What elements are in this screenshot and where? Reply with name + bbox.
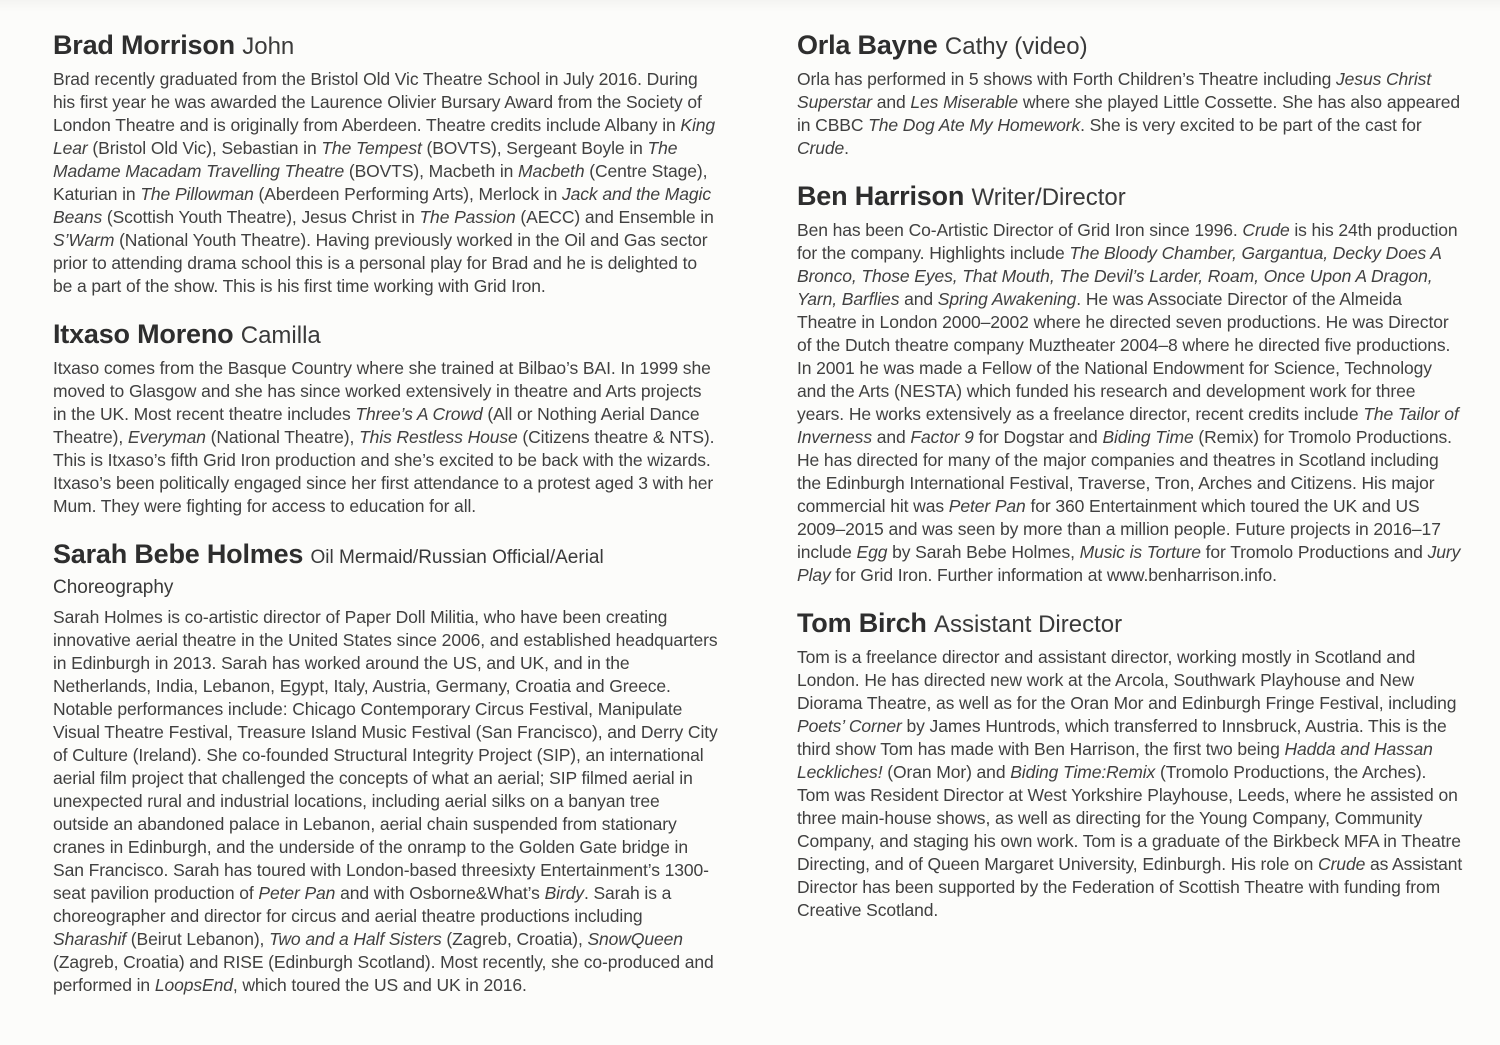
person-role: Camilla — [240, 321, 321, 349]
person-name: Ben Harrison — [797, 180, 965, 211]
person-name: Itxaso Moreno — [53, 318, 234, 349]
bio-section-sarah-bebe-holmes — [53, 539, 719, 997]
person-bio: Ben has been Co-Artistic Director of Grid Iron since 1996. Crude is his 24th production for the company. Highlights include The Bloody Chamber, Gargantua, Decky Does A Bronco, Those Eyes, That Mouth, The Devil’s Larder, Roam, Once Upon A Dragon, Yarn, Barflies and Spring Awakening. He was Associate Director of the Almeida Theatre in London 2000–2002 where he directed seven productions. He was Director of the Dutch theatre company Muztheater 2004–8 where he directed five productions. In 2001 he was made a Fellow of the National Endowment for Science, Technology and the Arts (NESTA) which funded his research and development work for three years. He works extensively as a freelance director, recent credits include The Tailor of Inverness and Factor 9 for Dogstar and Biding Time (Remix) for Tromolo Productions. He has directed for many of the major companies and theatres in Scotland including the Edinburgh International Festival, Traverse, Tron, Arches and Citizens. His major commercial hit was Peter Pan for 360 Entertainment which toured the UK and US 2009–2015 and was seen by more than a million people. Future projects in 2016–17 include Egg by Sarah Bebe Holmes, Music is Torture for Tromolo Productions and Jury Play for Grid Iron. Further information at www.benharrison.info. — [797, 219, 1461, 585]
person-name: Sarah Bebe Holmes — [53, 538, 304, 569]
bio-section-itxaso-moreno — [53, 319, 719, 518]
person-bio: Sarah Holmes is co-artistic director of Paper Doll Militia, who have been creating innovative aerial theatre in the United States since 2006, and established headquarters in Edinburgh in 2013. Sarah has worked around the US, and UK, and in the Netherlands, India, Lebanon, Egypt, Italy, Austria, Germany, Croatia and Greece. Notable performances include: Chicago Contemporary Circus Festival, Manipulate Visual Theatre Festival, Treasure Island Music Festival (San Francisco), and Derry City of Culture (Ireland). She co-founded Structural Integrity Project (SIP), an international aerial film project that challenged the concepts of what an aerial; SIP filmed aerial in unexpected rural and industrial locations, including aerial silks on a banyan tree outside an abandoned palace in Lebanon, aerial chain suspended from stationary cranes in Edinburgh, and the underside of the onramp to the Golden Gate bridge in San Francisco. Sarah has toured with London-based threesixty Entertainment’s 1300-seat pavilion production of Peter Pan and with Osborne&What’s Birdy. Sarah is a choreographer and director for circus and aerial theatre productions including Sharashif (Beirut Lebanon), Two and a Half Sisters (Zagreb, Croatia), SnowQueen (Zagreb, Croatia) and RISE (Edinburgh Scotland). Most recently, she co-produced and performed in LoopsEnd, which toured the US and UK in 2016. — [53, 607, 718, 996]
person-bio: Brad recently graduated from the Bristol Old Vic Theatre School in July 2016. During his first year he was awarded the Laurence Olivier Bursary Award from the Society of London Theatre and is originally from Aberdeen. Theatre credits include Albany in King Lear (Bristol Old Vic), Sebastian in The Tempest (BOVTS), Sergeant Boyle in The Madame Macadam Travelling Theatre (BOVTS), Macbeth in Macbeth (Centre Stage), Katurian in The Pillowman (Aberdeen Performing Arts), Merlock in Jack and the Magic Beans (Scottish Youth Theatre), Jesus Christ in The Passion (AECC) and Ensemble in S’Warm (National Youth Theatre). Having previously worked in the Oil and Gas sector prior to attending drama school this is a personal play for Brad and he is delighted to be a part of the show. This is his first time working with Grid Iron. — [53, 68, 716, 296]
person-name: Tom Birch — [797, 607, 927, 638]
person-bio: Orla has performed in 5 shows with Forth Children’s Theatre including Jesus Christ Superstar and Les Miserable where she played Little Cossette. She has also appeared in CBBC The Dog Ate My Homework. She is very excited to be part of the cast for Crude. — [797, 68, 1460, 158]
person-role: Writer/Director — [971, 183, 1126, 211]
section-heading — [797, 608, 1463, 639]
section-heading — [53, 539, 719, 599]
section-heading — [53, 30, 719, 61]
right-column — [797, 30, 1463, 1045]
left-column — [53, 30, 719, 1045]
person-role: Assistant Director — [934, 610, 1123, 638]
bio-section-orla-bayne — [797, 30, 1463, 160]
person-role: Cathy (video) — [944, 33, 1088, 60]
bio-section-tom-birch — [797, 608, 1463, 922]
person-name: Brad Morrison — [53, 30, 235, 60]
section-heading — [797, 181, 1463, 212]
section-heading — [797, 30, 1463, 61]
person-bio: Itxaso comes from the Basque Country where she trained at Bilbao’s BAI. In 1999 she moved to Glasgow and she has since worked extensively in theatre and Arts projects in the UK. Most recent theatre includes Three’s A Crowd (All or Nothing Aerial Dance Theatre), Everyman (National Theatre), This Restless House (Citizens theatre & NTS). This is Itxaso’s fifth Grid Iron production and she’s excited to be back with the wizards. Itxaso’s been politically engaged since her first attendance to a protest aged 3 with her Mum. They were fighting for access to education for all. — [53, 357, 715, 516]
person-name: Orla Bayne — [797, 30, 938, 60]
person-role: Oil Mermaid/Russian Official/Aerial Choreography — [53, 546, 604, 598]
person-bio: Tom is a freelance director and assistant director, working mostly in Scotland and London. He has directed new work at the Arcola, Southwark Playhouse and New Diorama Theatre, as well as for the Oran Mor and Edinburgh Fringe Festival, including Poets’ Corner by James Huntrods, which transferred to Innsbruck, Austria. This is the third show Tom has made with Ben Harrison, the first two being Hadda and Hassan Leckliches! (Oran Mor) and Biding Time:Remix (Tromolo Productions, the Arches). Tom was Resident Director at West Yorkshire Playhouse, Leeds, where he assisted on three main-house shows, as well as directing for the Young Company, Community Company, and staging his own work. Tom is a graduate of the Birkbeck MFA in Theatre Directing, and of Queen Margaret University, Edinburgh. His role on Crude as Assistant Director has been supported by the Federation of Scottish Theatre with funding from Creative Scotland. — [797, 646, 1463, 920]
bio-section-ben-harrison — [797, 181, 1463, 587]
section-heading — [53, 319, 719, 350]
person-role: John — [242, 33, 295, 60]
bio-section-brad-morrison — [53, 30, 719, 298]
